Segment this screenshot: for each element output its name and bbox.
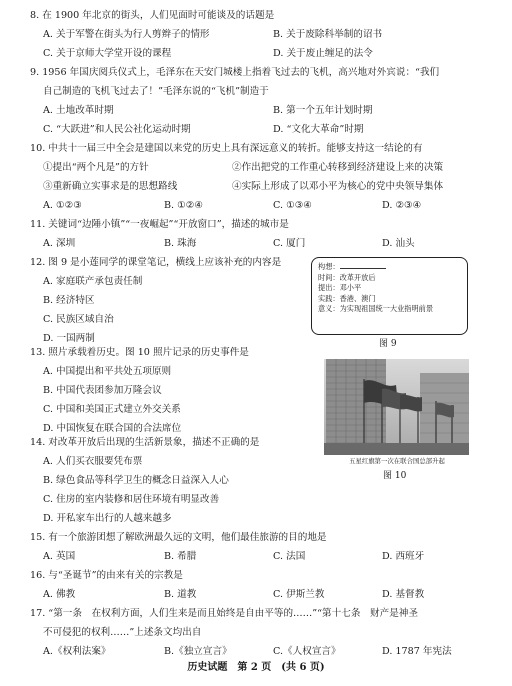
question-11-option-c: C. 厦门 xyxy=(273,238,306,249)
question-15-option-c: C. 法国 xyxy=(273,551,306,562)
question-11-option-b: B. 珠海 xyxy=(164,238,197,249)
question-8-option-a: A. 关于军警在街头为行人剪辫子的情形 xyxy=(43,29,210,40)
question-13-option-d: D. 中国恢复在联合国的合法席位 xyxy=(43,423,182,434)
question-9-option-d: D. “文化大革命”时期 xyxy=(273,124,364,135)
question-14-option-a: A. 人们买衣服要凭布票 xyxy=(43,456,143,467)
question-10-stem: 10. 中共十一届三中全会是建国以来党的历史上具有深远意义的转折。能够支持这一结论的有 xyxy=(30,143,423,154)
question-9-stem-line1: 9. 1956 年国庆阅兵仪式上，毛泽东在天安门城楼上指着飞过去的飞机，高兴地对外宾说：“我们 xyxy=(30,67,440,78)
question-16-stem: 16. 与“圣诞节”的由来有关的宗教是 xyxy=(30,570,183,581)
question-17-stem-line1: 17. “第一条 在权利方面，人们生来是而且始终是自由平等的……”“第十七条 财产是神圣 xyxy=(30,608,418,619)
question-12-option-b: B. 经济特区 xyxy=(43,295,95,306)
question-15-stem: 15. 有一个旅游团想了解欧洲最久远的文明，他们最佳旅游的目的地是 xyxy=(30,532,327,543)
question-13-option-a: A. 中国提出和平共处五项原则 xyxy=(43,366,172,377)
figure-10-photo xyxy=(324,359,469,455)
question-14-stem: 14. 对改革开放后出现的生活新景象，描述不正确的是 xyxy=(30,437,260,448)
question-16-option-c: C. 伊斯兰教 xyxy=(273,589,325,600)
question-16-option-b: B. 道教 xyxy=(164,589,197,600)
question-10-option-c: C. ①③④ xyxy=(273,200,312,211)
question-16-option-d: D. 基督教 xyxy=(382,589,425,600)
question-8-option-b: B. 关于废除科举制的诏书 xyxy=(273,29,383,40)
question-14-option-b: B. 绿色食品等科学卫生的概念日益深入人心 xyxy=(43,475,229,486)
question-16-option-a: A. 佛教 xyxy=(43,589,76,600)
question-11-option-a: A. 深圳 xyxy=(43,238,76,249)
note-line-time: 时间：改革开放后 xyxy=(318,272,376,282)
note-line-practice: 实践：香港、澳门 xyxy=(318,293,376,303)
question-10-option-d: D. ②③④ xyxy=(382,200,422,211)
page-footer: 历史试题 第 2 页 (共 6 页) xyxy=(187,662,325,673)
question-10-statement-4: ④实际上形成了以邓小平为核心的党中央领导集体 xyxy=(232,181,444,192)
question-8-option-d: D. 关于废止缠足的法令 xyxy=(273,48,373,59)
note-line-concept: 构想： xyxy=(318,261,461,273)
question-11-stem: 11. 关键词“边陲小镇”“一夜崛起”“开放窗口”，描述的城市是 xyxy=(30,219,289,230)
question-9-option-a: A. 土地改革时期 xyxy=(43,105,114,116)
question-13-option-b: B. 中国代表团参加万隆会议 xyxy=(43,385,162,396)
figure-9-label: 图 9 xyxy=(379,339,397,349)
question-15-option-b: B. 希腊 xyxy=(164,551,197,562)
question-10-option-a: A. ①②③ xyxy=(43,200,82,211)
figure-10-label: 图 10 xyxy=(383,471,407,481)
question-11-option-d: D. 汕头 xyxy=(382,238,415,249)
question-10-statement-2: ②作出把党的工作重心转移到经济建设上来的决策 xyxy=(232,162,444,173)
figure-9-note-card xyxy=(311,257,468,335)
question-12-option-c: C. 民族区域自治 xyxy=(43,314,114,325)
question-15-option-d: D. 西班牙 xyxy=(382,551,425,562)
flag-raising-photo-image xyxy=(324,359,469,455)
question-12-option-d: D. 一国两制 xyxy=(43,333,95,344)
question-8-stem: 8. 在 1900 年北京的街头，人们见面时可能谈及的话题是 xyxy=(30,10,275,21)
question-10-option-b: B. ①②④ xyxy=(164,200,203,211)
question-14-option-c: C. 住房的室内装修和居住环境有明显改善 xyxy=(43,494,220,505)
question-12-option-a: A. 家庭联产承包责任制 xyxy=(43,276,143,287)
question-8-option-c: C. 关于京师大学堂开设的课程 xyxy=(43,48,172,59)
note-line-significance: 意义：为实现祖国统一大业指明前景 xyxy=(318,304,434,313)
question-17-stem-line2: 不可侵犯的权利……”上述条文均出自 xyxy=(43,627,202,638)
note-blank xyxy=(340,261,386,269)
question-9-stem-line2: 自己制造的飞机飞过去了！”毛泽东说的“飞机”制造于 xyxy=(43,86,269,97)
question-12-stem: 12. 图 9 是小莲同学的课堂笔记，横线上应该补充的内容是 xyxy=(30,257,282,268)
question-13-stem: 13. 照片承载着历史。图 10 照片记录的历史事件是 xyxy=(30,347,249,358)
question-17-option-d: D. 1787 年宪法 xyxy=(382,646,452,657)
question-9-option-c: C. “大跃进”和人民公社化运动时期 xyxy=(43,124,191,135)
question-10-statement-3: ③重新确立实事求是的思想路线 xyxy=(43,181,178,192)
question-14-option-d: D. 开私家车出行的人越来越多 xyxy=(43,513,172,524)
question-17-option-c: C.《人权宣言》 xyxy=(273,646,341,657)
figure-10-photo-caption: 五星红旗第一次在联合国总部升起 xyxy=(349,457,445,465)
question-17-option-b: B.《独立宣言》 xyxy=(164,646,232,657)
question-10-statement-1: ①提出“两个凡是”的方针 xyxy=(43,162,149,173)
question-13-option-c: C. 中国和美国正式建立外交关系 xyxy=(43,404,181,415)
question-9-option-b: B. 第一个五年计划时期 xyxy=(273,105,373,116)
question-15-option-a: A. 英国 xyxy=(43,551,76,562)
note-line-proposer: 提出：邓小平 xyxy=(318,283,362,292)
question-17-option-a: A.《权利法案》 xyxy=(43,646,111,657)
